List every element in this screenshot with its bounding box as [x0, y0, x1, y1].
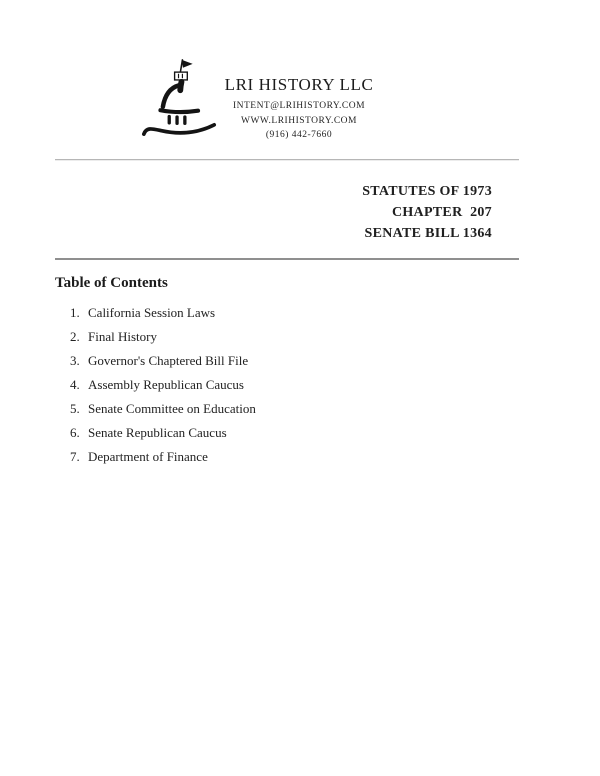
toc-item-number: 7. [70, 449, 80, 464]
toc-item-number: 4. [70, 377, 80, 392]
toc-item-number: 1. [70, 305, 80, 320]
company-email: INTENT@LRIHISTORY.COM [232, 101, 366, 111]
company-header [173, 74, 425, 143]
toc-item [55, 325, 455, 349]
header-divider [55, 159, 519, 161]
company-website: WWW.LRIHISTORY.COM [241, 115, 357, 126]
toc-title: Table of Contents [55, 275, 168, 291]
senate-bill-line: SENATE BILL 1364 [364, 226, 492, 241]
toc-list [55, 301, 455, 469]
toc-item [55, 397, 455, 421]
toc-item-label: Department of Finance [88, 449, 208, 464]
toc-item [55, 349, 455, 373]
statutes-line: STATUTES OF 1973 [362, 184, 492, 199]
toc-item-number: 2. [70, 329, 80, 344]
toc-item-label: Senate Republican Caucus [88, 425, 227, 440]
bill-reference-block [190, 181, 492, 244]
reference-divider [55, 258, 519, 260]
chapter-line: CHAPTER 207 [391, 205, 492, 220]
toc-item-number: 5. [70, 401, 80, 416]
toc-item-label: Assembly Republican Caucus [88, 377, 244, 392]
company-contact [173, 99, 425, 143]
toc-item-label: Final History [88, 329, 157, 344]
toc-item [55, 373, 455, 397]
company-phone: (916) 442-7660 [265, 130, 333, 141]
toc-item [55, 301, 455, 325]
company-name: LRI HISTORY LLC [224, 75, 374, 94]
toc-item-label: Senate Committee on Education [88, 401, 256, 416]
toc-item-number: 3. [70, 353, 80, 368]
toc-item-label: California Session Laws [88, 305, 216, 320]
toc-item-number: 6. [70, 425, 80, 440]
toc-item [55, 445, 455, 469]
toc-item [55, 421, 455, 445]
toc-item-label: Governor's Chaptered Bill File [88, 353, 249, 368]
